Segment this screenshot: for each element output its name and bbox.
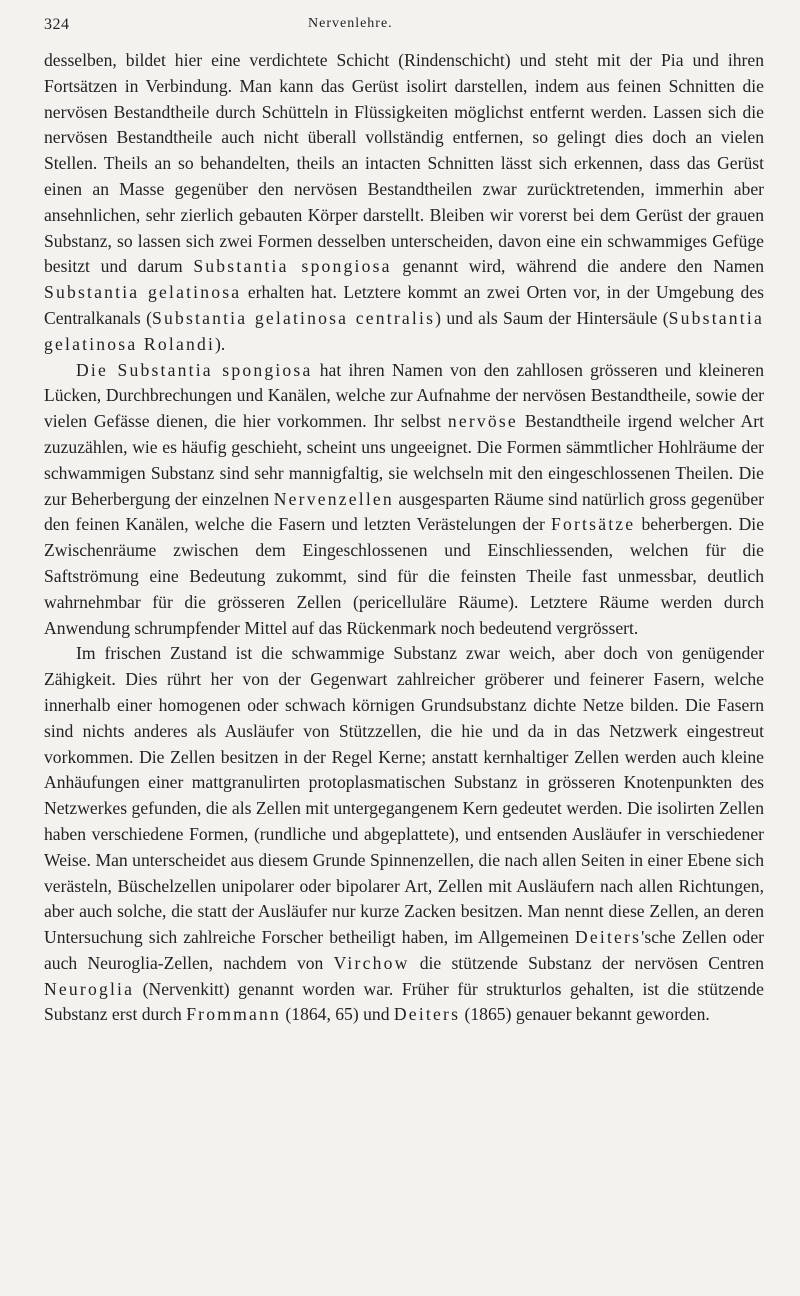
spaced-term: Fortsätze [551, 514, 636, 535]
page-number: 324 [44, 16, 70, 33]
spaced-term: Substantia gelatinosa Rolandi [44, 307, 764, 354]
text-run: 'sche Zellen oder auch Neuroglia-Zellen, nachdem von [44, 927, 764, 973]
spaced-term: Frommann [186, 1004, 282, 1025]
text-run: Bestandtheile irgend welcher Art zuzuzählen, wie es häufig geschieht, scheint uns ungeeignet. Die Formen sämmtlicher Hohlräume der schwammigen Substanz sind sehr mannigfaltig, sie welchseln mit den eingeschlossenen Theilen. Die zur Beherbergung der einzelnen [44, 411, 764, 509]
spaced-term: nervöse [447, 411, 518, 432]
text-run: ). [215, 333, 226, 354]
spaced-term: Virchow [333, 952, 410, 973]
spaced-term: Substantia spongiosa [193, 256, 392, 277]
spaced-term: Die Substantia spongiosa [76, 359, 313, 380]
text-run: (1865) genauer bekannt geworden. [460, 1004, 710, 1025]
text-run: beherbergen. Die Zwischenräume zwischen dem Eingeschlossenen und Einschliessenden, welchen für die Saftströmung eine Bedeutung zukommt, sind für die feinsten Theile fast unmessbar, deutlich wahrnehmbar für die grösseren Zellen (pericelluläre Räume). Letztere Räume werden durch Anwendung schrumpfender Mittel auf das Rückenmark noch bedeutend vergrössert. [44, 514, 764, 638]
paragraph-3 [44, 641, 764, 1028]
spaced-term: Deiters [393, 1004, 461, 1025]
running-title: Nervenlehre. [308, 16, 393, 31]
body-text [44, 48, 764, 1028]
text-run: genannt wird, während die andere den Namen [391, 256, 764, 277]
text-run: ) und als Saum der Hintersäule ( [435, 307, 669, 328]
text-run: hat ihren Namen von den zahllosen grösseren und kleineren Lücken, Durchbrechungen und Kanälen, welche zur Aufnahme der nervösen Bestandtheile, sowie der vielen Gefässe dienen, die hier vorkommen. Ihr selbst [44, 359, 764, 432]
running-header [44, 10, 764, 34]
text-run: Im frischen Zustand ist die schwammige Substanz zwar weich, aber doch von genügender Zähigkeit. Dies rührt her von der Gegenwart zahlreicher gröberer und feinerer Fasern, welche innerhalb einer homogenen oder schwach körnigen Grundsubstanz dichte Netze bilden. Die Fasern sind nichts anderes als Ausläufer von Stützzellen, die hie und da in das Netzwerk eingestreut vorkommen. Die Zellen besitzen in der Regel Kerne; anstatt kernhaltiger Zellen werden auch kleine Anhäufungen einer mattgranulirten protoplasmatischen Substanz in grösseren Knotenpunkten des Netzwerkes gefunden, die als Zellen mit untergegangenem Kern gedeutet werden. Die isolirten Zellen haben verschiedene Formen, (rundliche und abgeplattete), und entsenden Ausläufer in verschiedener Weise. Man unterscheidet aus diesem Grunde Spinnenzellen, die nach allen Seiten in einer Ebene sich verästeln, Büschelzellen unipolarer oder bipolarer Art, Zellen mit Ausläufern nach allen Richtungen, aber auch solche, die statt der Ausläufer nur kurze Zacken besitzen. Man nennt diese Zellen, an deren Untersuchung sich zahlreiche Forscher betheiligt haben, im Allgemeinen [44, 643, 764, 948]
spaced-term: Substantia gelatinosa [44, 282, 242, 303]
book-page [44, 10, 764, 1028]
spaced-term: Neuroglia [44, 978, 135, 999]
text-run: (1864, 65) und [281, 1004, 394, 1025]
text-run: (Nervenkitt) genannt worden war. Früher für strukturlos gehalten, ist die stützende Substanz erst durch [44, 978, 764, 1025]
text-run: ausgesparten Räume sind natürlich gross gegenüber den feinen Kanälen, welche die Fasern und letzten Verästelungen der [44, 488, 764, 535]
text-run: die stützende Substanz der nervösen Centren [409, 952, 764, 973]
text-run: erhalten hat. Letztere kommt an zwei Orten vor, in der Umgebung des Centralkanals ( [44, 282, 765, 328]
paragraph-1 [44, 48, 764, 358]
text-run: desselben, bildet hier eine verdichtete Schicht (Rindenschicht) und steht mit der Pia und ihren Fortsätzen in Verbindung. Man kann das Gerüst isolirt darstellen, indem aus feinen Schnitten die nervösen Bestandtheile durch Schütteln in Flüssigkeiten möglichst entfernt werden. Lassen sich die nervösen Bestandtheile auch nicht überall vollständig entfernen, so gelingt dies doch an vielen Stellen. Theils an so behandelten, theils an intacten Schnitten lässt sich erkennen, dass das Gerüst einen an Masse gegenüber den nervösen Bestandtheilen zwar zurücktretenden, immerhin aber ansehnlichen, sehr zierlich gebauten Körper darstellt. Bleiben wir vorerst bei dem Gerüst der grauen Substanz, so lassen sich zwei Formen desselben unterscheiden, davon eine ein schwammiges Gefüge besitzt und darum [44, 50, 764, 277]
spaced-term: Nervenzellen [273, 488, 394, 509]
paragraph-2 [44, 358, 764, 642]
spaced-term: Substantia gelatinosa centralis [151, 307, 436, 328]
spaced-term: Deiters [574, 927, 642, 948]
